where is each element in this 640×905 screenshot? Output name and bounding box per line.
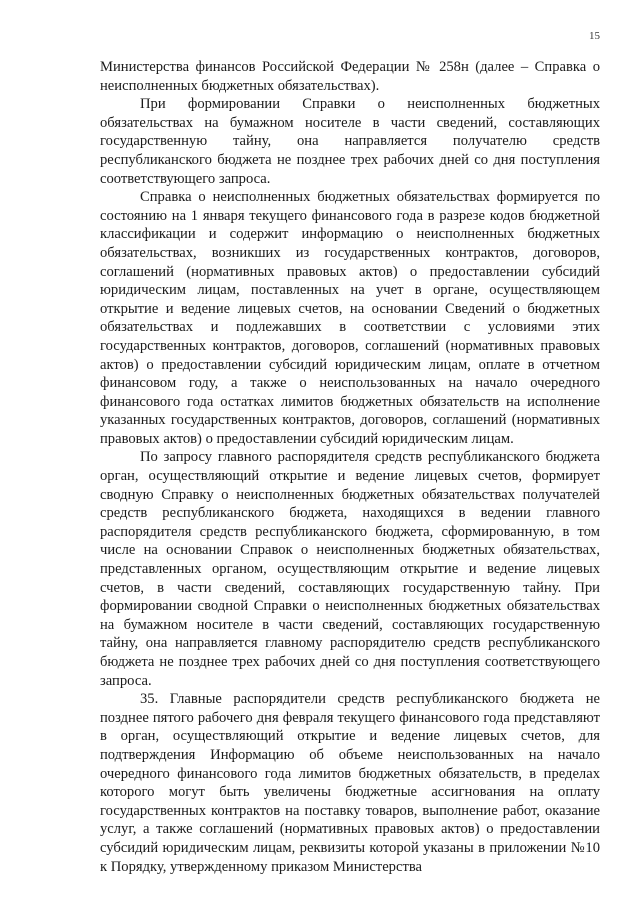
page-number: 15 [589, 30, 600, 42]
paragraph: При формировании Справки о неисполненных бюджетных обязательствах на бумажном носителе в части сведений, составляющих государственную тайну, она направляется получателю средств республиканского бюджета не позднее трех рабочих дней со дня поступления соответствующего запроса. [100, 96, 600, 187]
document-body [100, 58, 600, 876]
paragraph: По запросу главного распорядителя средств республиканского бюджета орган, осуществляющий открытие и ведение лицевых счетов, формирует сводную Справку о неисполненных бюджетных обязательствах получателей средств республиканского бюджета, находящихся в ведении главного распорядителя средств республиканского бюджета, сформированную, в том числе на основании Справок о неисполненных бюджетных обязательствах, представленных органом, осуществляющим открытие и ведение лицевых счетов, в части сведений, составляющих государственную тайну. При формировании сводной Справки о неисполненных бюджетных обязательствах на бумажном носителе в части сведений, составляющих государственную тайну, она направляется главному распорядителю средств республиканского бюджета не позднее трех рабочих дней со дня поступления соответствующего запроса. [100, 449, 600, 689]
paragraph-item-35: 35. Главные распорядители средств республиканского бюджета не позднее пятого рабочего дня февраля текущего финансового года представляют в орган, осуществляющий открытие и ведение лицевых счетов, для подтверждения Информацию об объеме неиспользованных на начало очередного финансового года лимитов бюджетных обязательств, в пределах которого могут быть увеличены бюджетные ассигнования на оплату государственных контрактов на поставку товаров, выполнение работ, оказание услуг, а также соглашений (нормативных правовых актов) о предоставлении субсидий юридическим лицам, реквизиты которой указаны в приложении №10 к Порядку, утвержденному приказом Министерства [100, 691, 600, 875]
paragraph-continuation: Министерства финансов Российской Федерации № 258н (далее – Справка о неисполненных бюджетных обязательствах). [100, 59, 600, 94]
paragraph: Справка о неисполненных бюджетных обязательствах формируется по состоянию на 1 января текущего финансового года в разрезе кодов бюджетной классификации и содержит информацию о неисполненных бюджетных обязательствах, возникших из государственных контрактов, договоров, соглашений (нормативных правовых актов) о предоставлении субсидий юридическим лицам, поставленных на учет в органе, осуществляющем открытие и ведение лицевых счетов, на основании Сведений о бюджетных обязательствах и подлежавших в соответствии с условиями этих государственных контрактов, договоров, соглашений (нормативных правовых актов) о предоставлении субсидий юридическим лицам, оплате в отчетном финансовом году, а также о неиспользованных на начало очередного финансового года остатках лимитов бюджетных обязательств на исполнение указанных государственных контрактов, договоров, соглашений (нормативных правовых актов) о предоставлении субсидий юридическим лицам. [100, 189, 600, 447]
